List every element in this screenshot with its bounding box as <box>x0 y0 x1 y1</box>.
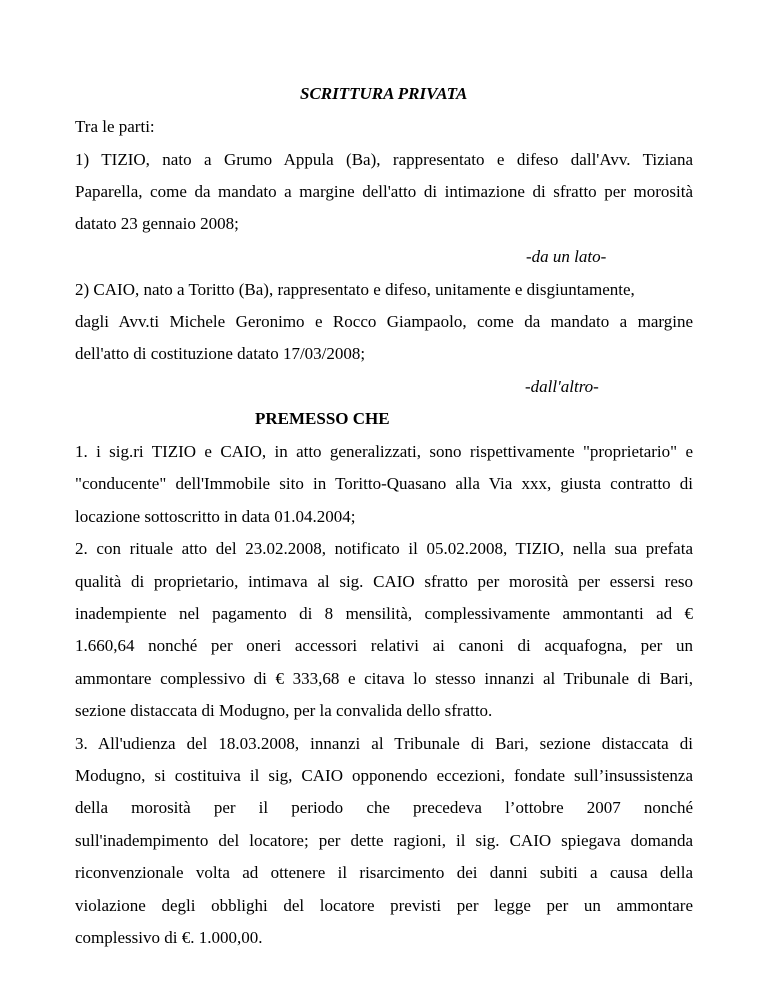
item2-line: qualità di proprietario, intimava al sig. CAIO sfratto per morosità per essersi reso <box>75 572 693 591</box>
party1-line: 1) TIZIO, nato a Grumo Appula (Ba), rappresentato e difeso dall'Avv. Tiziana <box>75 150 693 169</box>
item3-line: sull'inadempimento del locatore; per dette ragioni, il sig. CAIO spiegava domanda <box>75 831 693 850</box>
party2-line: 2) CAIO, nato a Toritto (Ba), rappresentato e difeso, unitamente e disgiuntamente, <box>75 280 635 299</box>
item2-line: 2. con rituale atto del 23.02.2008, notificato il 05.02.2008, TIZIO, nella sua prefata <box>75 539 693 558</box>
item3-line: della morosità per il periodo che precedeva l’ottobre 2007 nonché <box>75 798 693 817</box>
item3-line: riconvenzionale volta ad ottenere il risarcimento dei danni subiti a causa della <box>75 863 693 882</box>
party1-line: datato 23 gennaio 2008; <box>75 214 239 233</box>
item1-line: 1. i sig.ri TIZIO e CAIO, in atto generalizzati, sono rispettivamente "proprietario" e <box>75 442 693 461</box>
item1-line: "conducente" dell'Immobile sito in Toritto-Quasano alla Via xxx, giusta contratto di <box>75 474 693 493</box>
intro-text: Tra le parti: <box>75 117 155 136</box>
item3-line: 3. All'udienza del 18.03.2008, innanzi al Tribunale di Bari, sezione distaccata di <box>75 734 693 753</box>
party1-line: Paparella, come da mandato a margine dell'atto di intimazione di sfratto per morosità <box>75 182 693 201</box>
party2-separator: -dall'altro- <box>525 377 599 396</box>
item1-line: locazione sottoscritto in data 01.04.2004; <box>75 507 356 526</box>
document-title: SCRITTURA PRIVATA <box>300 84 468 103</box>
party2-line: dagli Avv.ti Michele Geronimo e Rocco Giampaolo, come da mandato a margine <box>75 312 693 331</box>
premise-heading: PREMESSO CHE <box>255 409 390 428</box>
item2-line: sezione distaccata di Modugno, per la convalida dello sfratto. <box>75 701 493 720</box>
item3-line: violazione degli obblighi del locatore previsti per legge per un ammontare <box>75 896 693 915</box>
item3-line: complessivo di €. 1.000,00. <box>75 928 263 947</box>
party2-line: dell'atto di costituzione datato 17/03/2008; <box>75 344 366 363</box>
item2-line: inadempiente nel pagamento di 8 mensilità, complessivamente ammontanti ad € <box>75 604 693 623</box>
item2-line: 1.660,64 nonché per oneri accessori relativi ai canoni di acquafogna, per un <box>75 636 693 655</box>
item2-line: ammontare complessivo di € 333,68 e citava lo stesso innanzi al Tribunale di Bari, <box>75 669 693 688</box>
party1-separator: -da un lato- <box>526 247 607 266</box>
item3-line: Modugno, si costituiva il sig, CAIO opponendo eccezioni, fondate sull’insussistenza <box>75 766 693 785</box>
